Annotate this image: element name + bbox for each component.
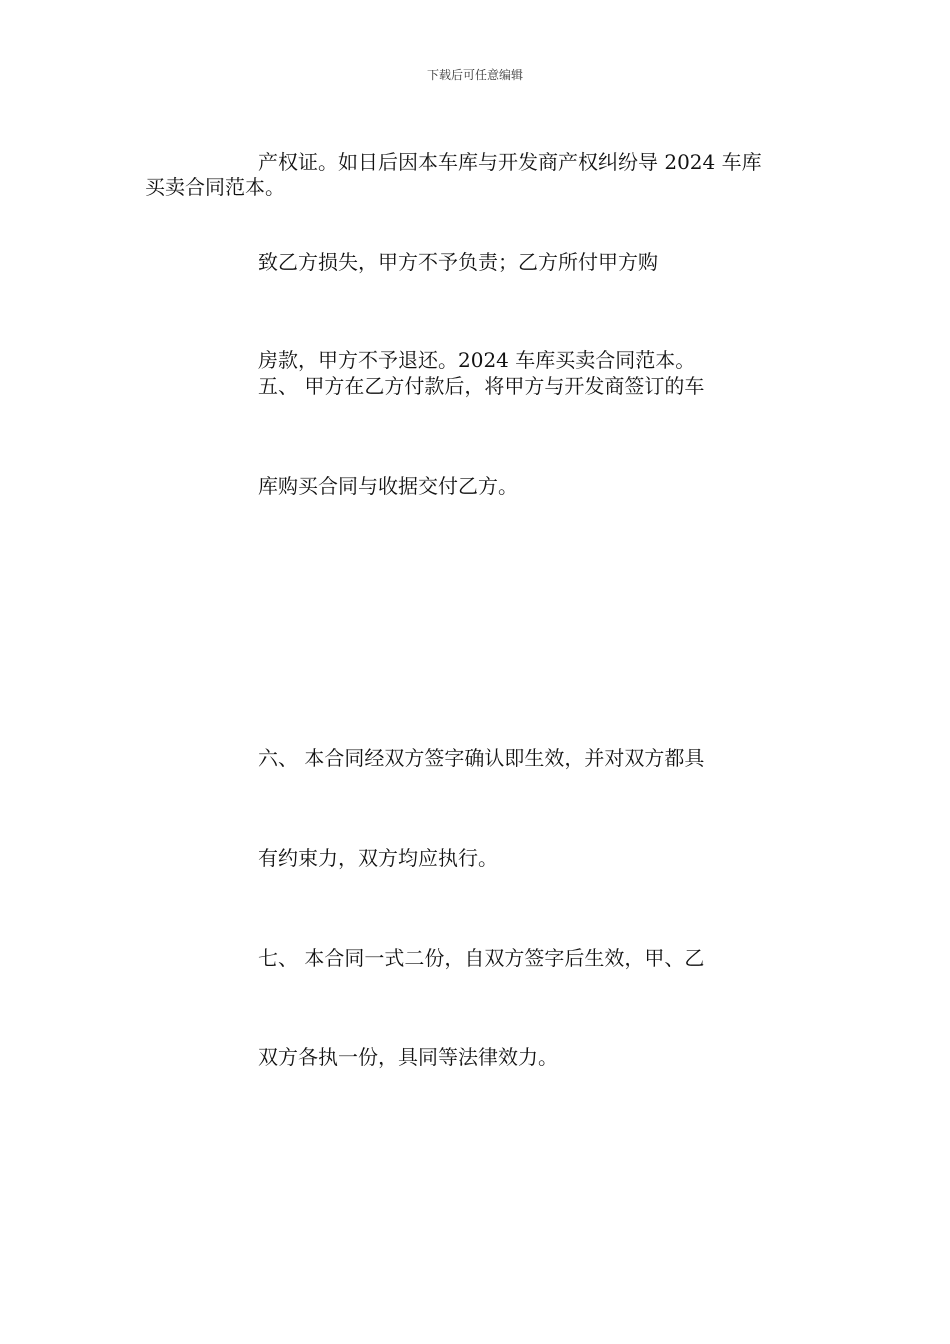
body-line: 买卖合同范本。	[145, 175, 285, 199]
body-line: 七、 本合同一式二份，自双方签字后生效，甲、乙	[258, 946, 705, 970]
page-header: 下载后可任意编辑	[426, 68, 523, 82]
body-line: 双方各执一份，具同等法律效力。	[258, 1045, 558, 1069]
body-line: 致乙方损失，甲方不予负责；乙方所付甲方购	[258, 250, 658, 274]
body-line: 库购买合同与收据交付乙方。	[258, 474, 518, 498]
body-line: 有约束力，双方均应执行。	[258, 846, 498, 870]
body-line: 房款，甲方不予退还。2024 车库买卖合同范本。	[258, 348, 696, 372]
body-line: 五、 甲方在乙方付款后，将甲方与开发商签订的车	[258, 374, 705, 398]
body-line: 产权证。如日后因本车库与开发商产权纠纷导 2024 车库	[258, 150, 762, 174]
body-line: 六、 本合同经双方签字确认即生效，并对双方都具	[258, 746, 705, 770]
